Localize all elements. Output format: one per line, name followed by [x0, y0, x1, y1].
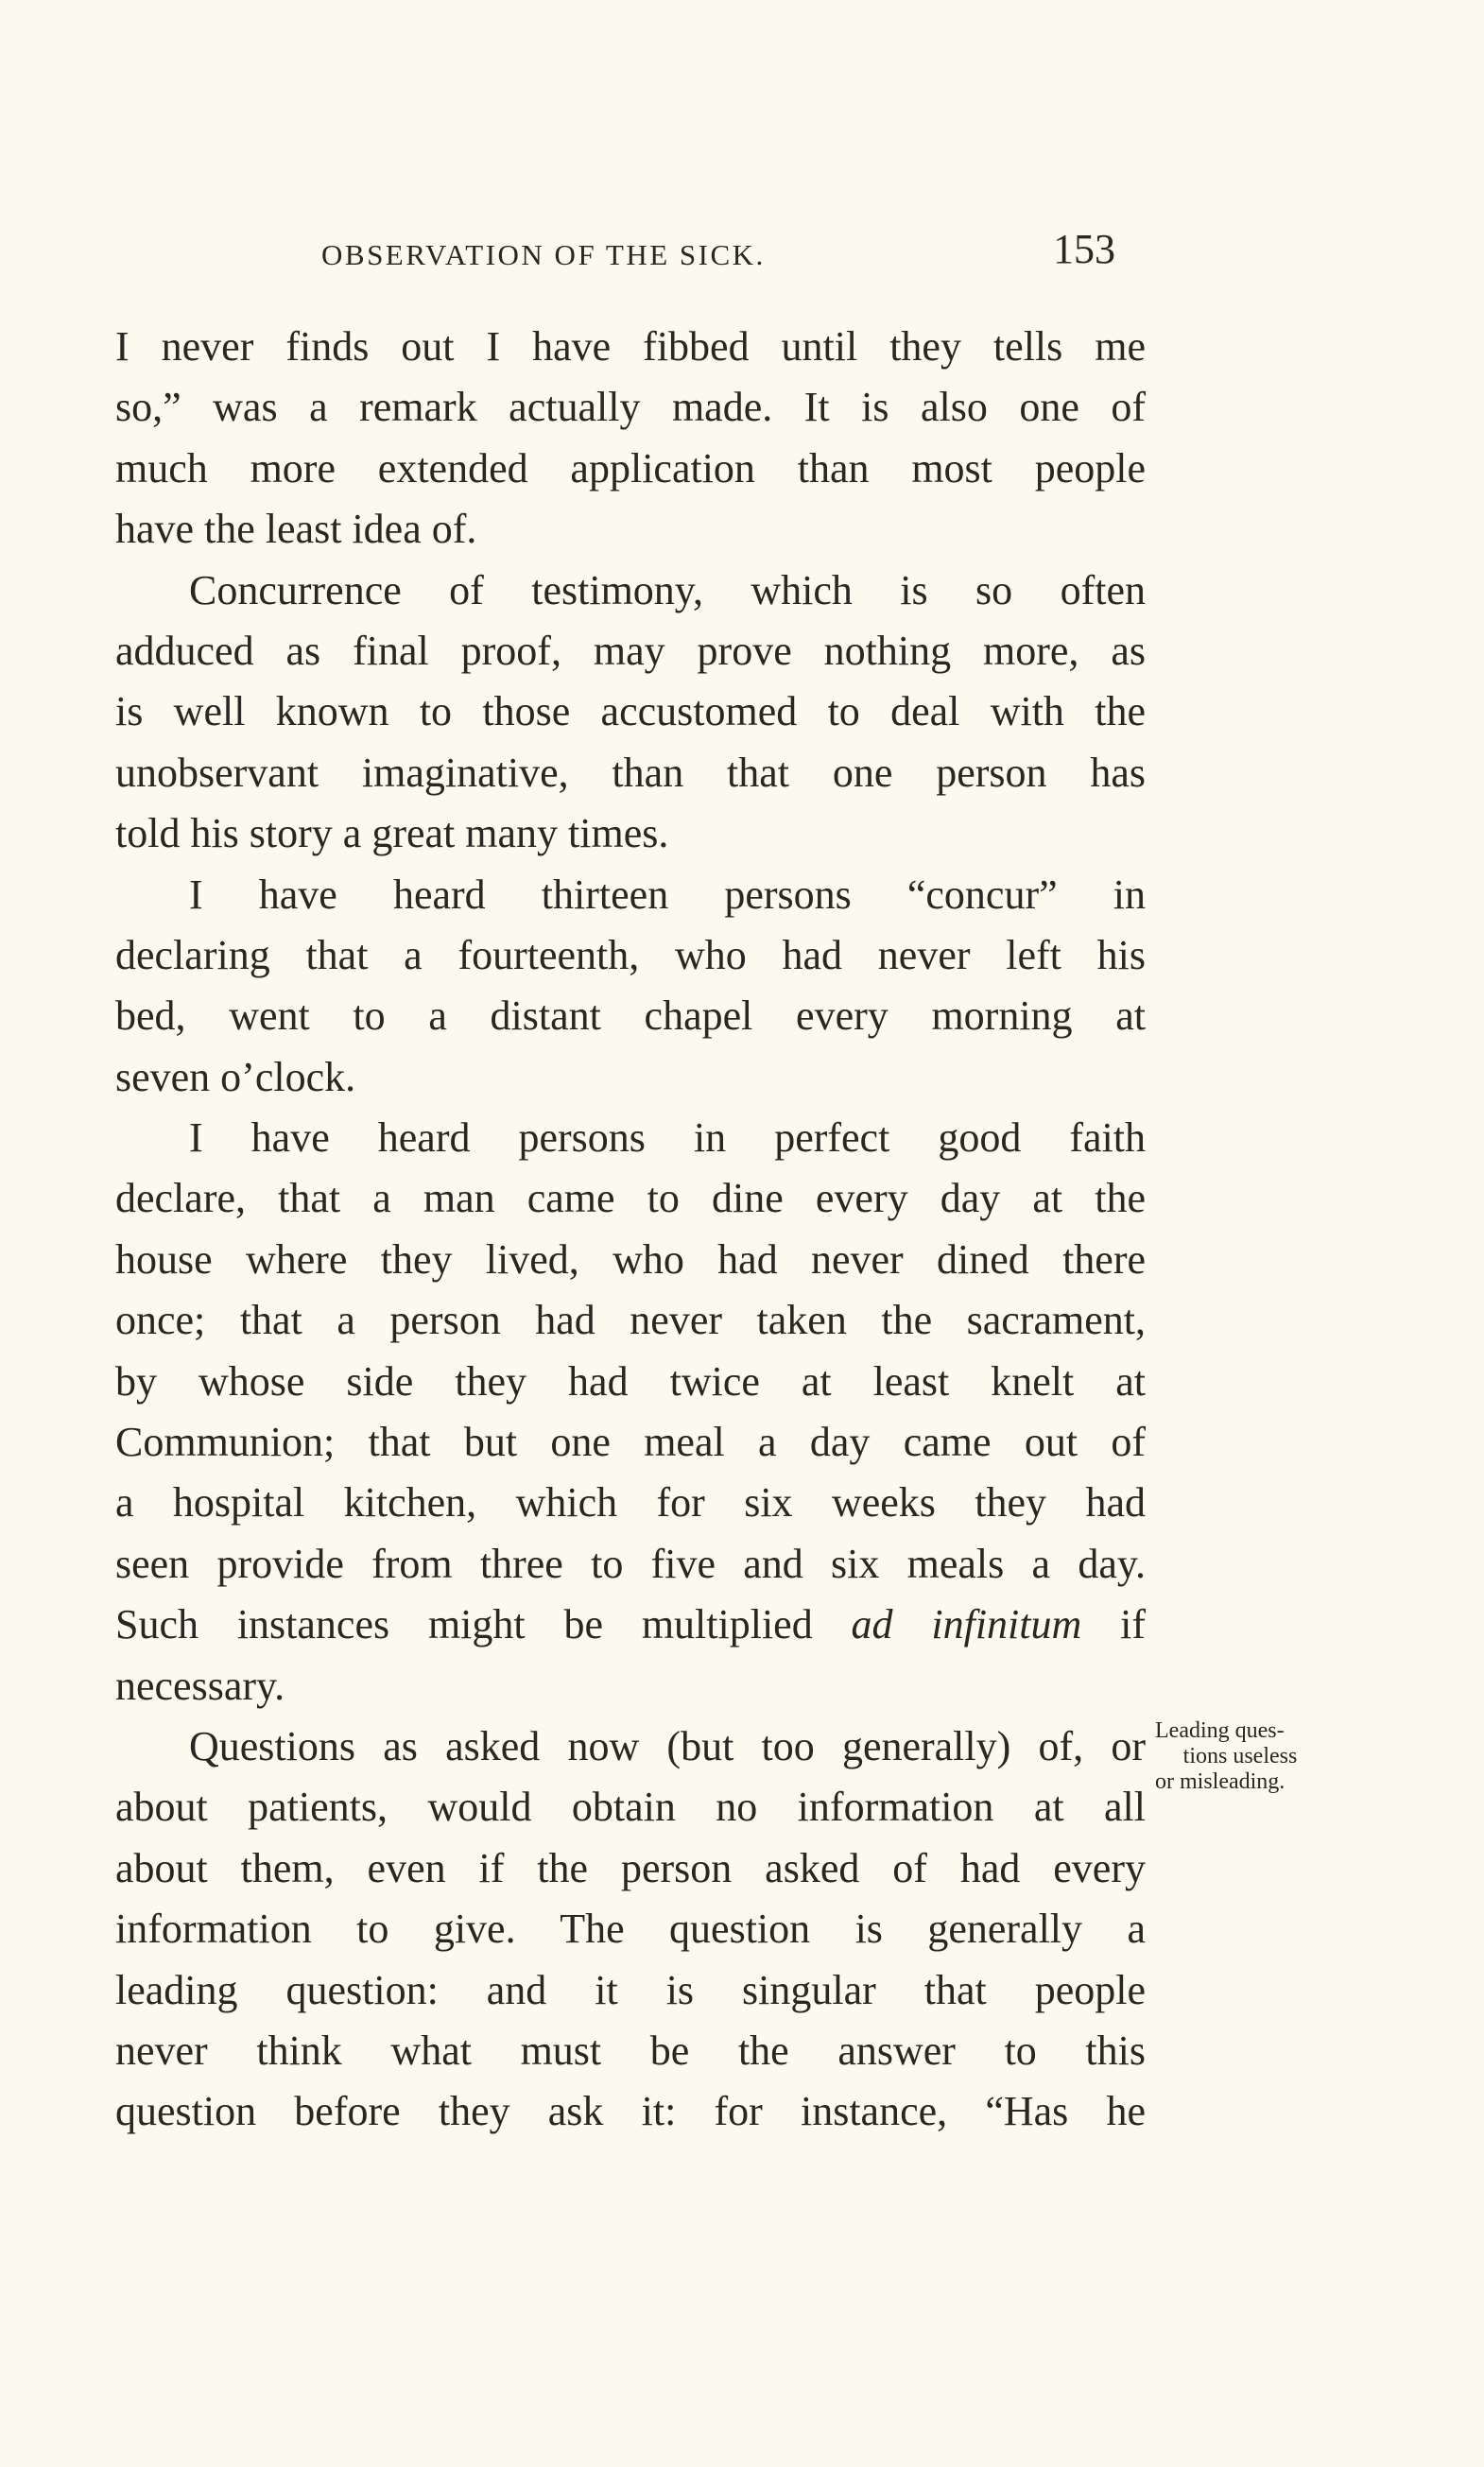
text-line: I have heard thirteen persons “concur” in [189, 871, 1146, 918]
text-line: information to give. The question is generally a [115, 1906, 1146, 1953]
text-run: if [1120, 1601, 1146, 1648]
text-line: house where they lived, who had never dined there [115, 1235, 1146, 1283]
marginal-note [1155, 1718, 1344, 1795]
running-head [113, 225, 1115, 282]
text-line: is well known to those accustomed to deal with the [115, 688, 1146, 735]
text-line: about them, even if the person asked of had every [115, 1844, 1146, 1891]
text-line: necessary. [115, 1662, 285, 1709]
text-line: I have heard persons in perfect good faith [189, 1114, 1146, 1162]
text-line: question before they ask it: for instance, “Has he [115, 2088, 1146, 2135]
text-run: Such instances might be multiplied [115, 1601, 813, 1648]
marginal-note-line: or misleading. [1155, 1769, 1286, 1794]
text-line: so,” was a remark actually made. It is also one of [115, 384, 1146, 431]
text-line: leading question: and it is singular that people [115, 1966, 1146, 2013]
text-line: Concurrence of testimony, which is so often [189, 566, 1146, 613]
text-line: a hospital kitchen, which for six weeks they had [115, 1479, 1146, 1527]
text-line: seven o’clock. [115, 1053, 356, 1100]
body-text [115, 317, 1146, 2143]
text-line: bed, went to a distant chapel every morning at [115, 992, 1146, 1040]
italic-phrase: ad infinitum [851, 1601, 1082, 1648]
text-line: much more extended application than most people [115, 444, 1146, 492]
text-line: by whose side they had twice at least knelt at [115, 1357, 1146, 1405]
text-line: about patients, would obtain no information at all [115, 1784, 1146, 1831]
text-line: adduced as final proof, may prove nothing more, as [115, 627, 1146, 674]
text-line: once; that a person had never taken the sacrament, [115, 1297, 1146, 1344]
text-line: declare, that a man came to dine every day at the [115, 1175, 1146, 1222]
text-line: seen provide from three to five and six meals a day. [115, 1540, 1146, 1587]
running-title: OBSERVATION OF THE SICK. [321, 238, 766, 271]
text-line: never think what must be the answer to this [115, 2027, 1146, 2074]
text-line: Communion; that but one meal a day came out of [115, 1419, 1146, 1466]
text-line: told his story a great many times. [115, 810, 669, 857]
page-number: 153 [1053, 226, 1115, 272]
marginal-note-line: Leading ques- [1155, 1718, 1285, 1743]
text-line: declaring that a fourteenth, who had never left his [115, 931, 1146, 978]
text-line: unobservant imaginative, than that one person has [115, 749, 1146, 796]
text-line: have the least idea of. [115, 506, 477, 553]
text-line [115, 1595, 1146, 1655]
marginal-note-line: tions useless [1182, 1744, 1298, 1768]
text-line: I never finds out I have fibbed until they tells me [115, 323, 1146, 370]
text-line: Questions as asked now (but too generally) of, or [189, 1722, 1146, 1769]
